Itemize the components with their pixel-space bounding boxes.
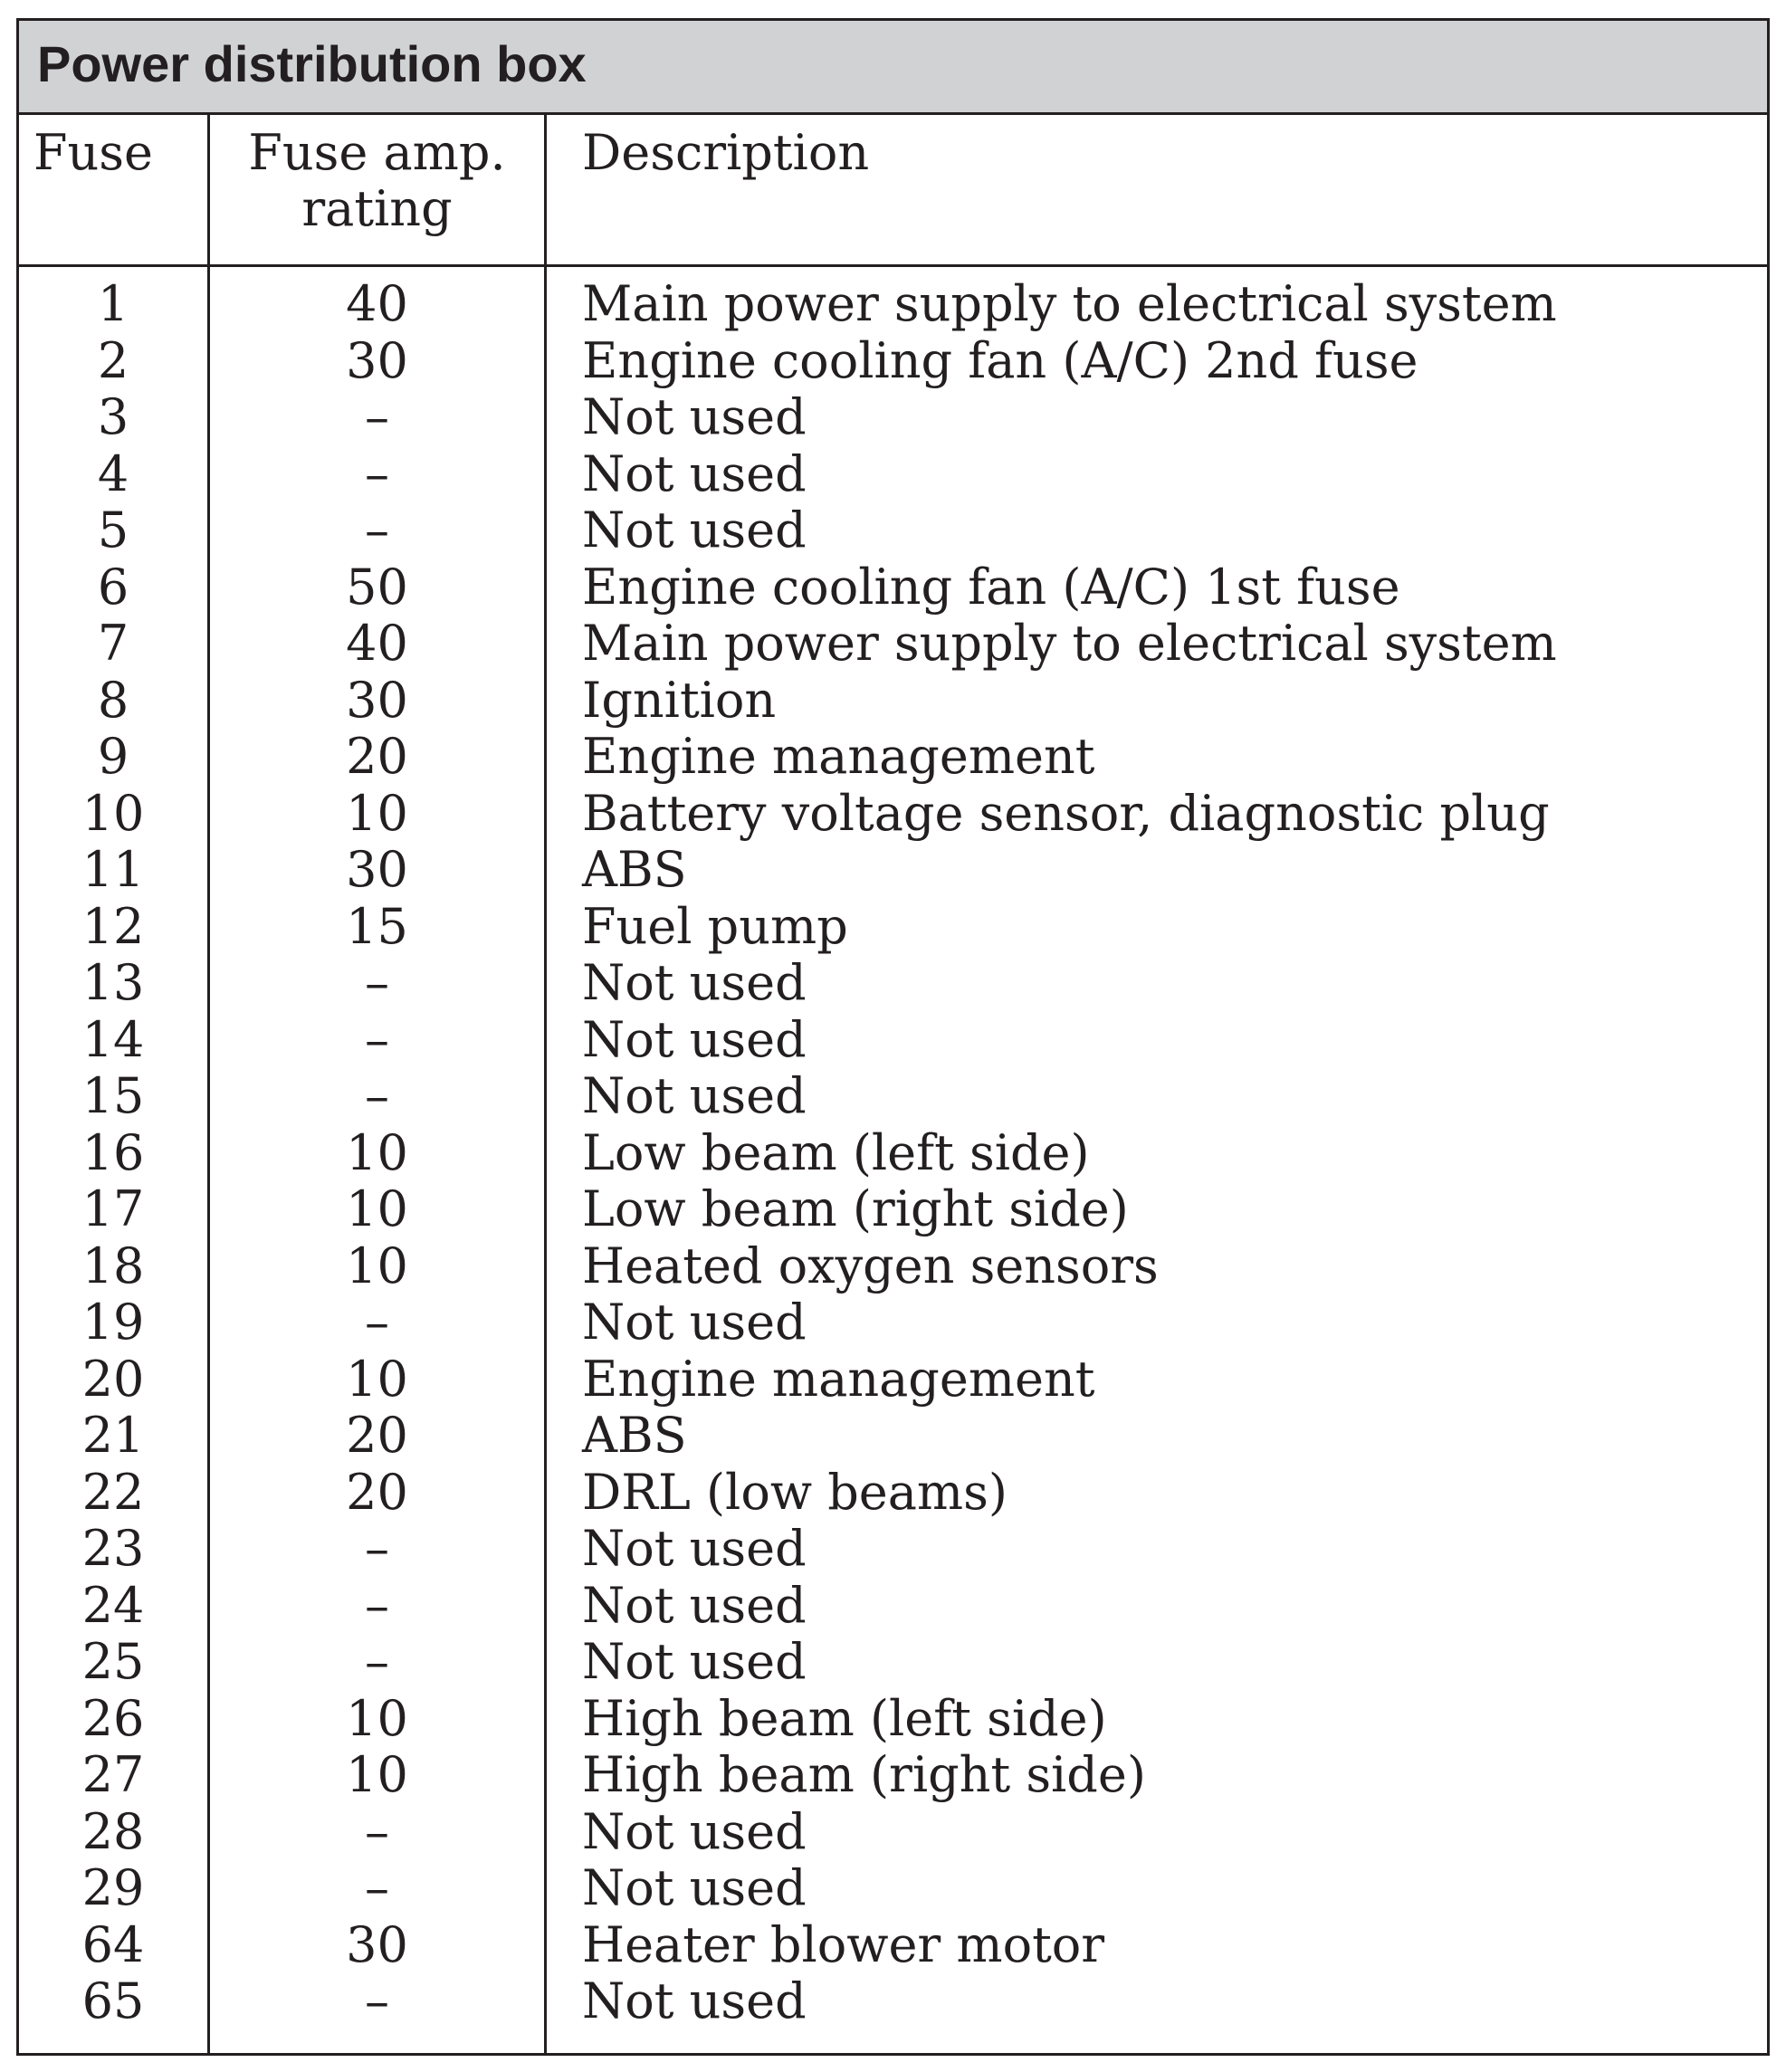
cell-fuse-number: 13 (81, 954, 145, 1011)
cell-description: DRL (low beams) (582, 1463, 1008, 1521)
table-body (19, 276, 1767, 2030)
table-row (19, 729, 1767, 786)
cell-fuse-number: 6 (97, 558, 129, 616)
table-row (19, 1747, 1767, 1804)
cell-amp-rating: 10 (346, 1180, 408, 1237)
cell-fuse-number: 24 (81, 1576, 145, 1634)
cell-description: Heated oxygen sensors (582, 1237, 1159, 1294)
cell-amp-rating: 10 (346, 1237, 408, 1294)
cell-fuse-number: 16 (81, 1123, 145, 1181)
cell-description: High beam (right side) (582, 1746, 1146, 1803)
table-row (19, 1181, 1767, 1238)
cell-description: ABS (582, 1407, 687, 1464)
cell-fuse-number: 23 (81, 1520, 145, 1577)
cell-fuse-number: 25 (81, 1633, 145, 1690)
cell-fuse-number: 20 (81, 1350, 145, 1408)
cell-amp-rating: – (365, 954, 389, 1011)
cell-fuse-number: 17 (81, 1180, 145, 1237)
table-row (19, 899, 1767, 956)
cell-description: Not used (582, 1294, 807, 1351)
cell-fuse-number: 27 (81, 1746, 145, 1803)
cell-amp-rating: – (365, 1633, 389, 1690)
cell-description: Not used (582, 501, 807, 559)
cell-amp-rating: 10 (346, 784, 408, 842)
cell-amp-rating: – (365, 1802, 389, 1860)
cell-description: Engine management (582, 728, 1095, 785)
cell-fuse-number: 29 (81, 1859, 145, 1916)
table-row (19, 1294, 1767, 1351)
table-row (19, 446, 1767, 503)
table-row (19, 1408, 1767, 1465)
cell-description: Engine management (582, 1350, 1095, 1408)
cell-amp-rating: 30 (346, 841, 408, 898)
cell-description: Not used (582, 1576, 807, 1634)
cell-fuse-number: 26 (81, 1689, 145, 1747)
cell-amp-rating: 10 (346, 1746, 408, 1803)
cell-fuse-number: 65 (81, 1972, 145, 2029)
cell-fuse-number: 7 (97, 615, 129, 672)
cell-fuse-number: 8 (97, 671, 129, 729)
table-row (19, 389, 1767, 446)
cell-amp-rating: 30 (346, 331, 408, 389)
cell-description: ABS (582, 841, 687, 898)
cell-amp-rating: 10 (346, 1350, 408, 1408)
cell-fuse-number: 22 (81, 1463, 145, 1521)
cell-fuse-number: 2 (97, 331, 129, 389)
cell-fuse-number: 9 (97, 728, 129, 785)
table-row (19, 1465, 1767, 1522)
cell-description: Engine cooling fan (A/C) 1st fuse (582, 558, 1400, 616)
cell-fuse-number: 3 (97, 388, 129, 445)
cell-description: Fuel pump (582, 897, 848, 955)
cell-description: Not used (582, 1802, 807, 1860)
cell-amp-rating: – (365, 1576, 389, 1634)
cell-amp-rating: – (365, 1859, 389, 1916)
header-amp-rating (210, 125, 544, 237)
cell-description: Not used (582, 1859, 807, 1916)
cell-amp-rating: 10 (346, 1689, 408, 1747)
cell-fuse-number: 64 (81, 1915, 145, 1973)
table-row (19, 1804, 1767, 1861)
table-title: Power distribution box (37, 35, 587, 92)
cell-fuse-number: 14 (81, 1010, 145, 1068)
cell-amp-rating: 30 (346, 671, 408, 729)
cell-fuse-number: 21 (81, 1407, 145, 1464)
table-row (19, 842, 1767, 899)
cell-amp-rating: – (365, 444, 389, 502)
cell-fuse-number: 10 (81, 784, 145, 842)
table-row (19, 673, 1767, 730)
cell-amp-rating: 20 (346, 1407, 408, 1464)
table-row (19, 1691, 1767, 1748)
table-row (19, 1351, 1767, 1408)
cell-description: High beam (left side) (582, 1689, 1107, 1747)
table-row (19, 1917, 1767, 1974)
cell-description: Not used (582, 388, 807, 445)
cell-description: Not used (582, 1520, 807, 1577)
cell-description: Not used (582, 1633, 807, 1690)
cell-description: Not used (582, 1010, 807, 1068)
cell-amp-rating: 40 (346, 615, 408, 672)
cell-description: Not used (582, 1067, 807, 1124)
table-row (19, 333, 1767, 390)
header-divider (19, 264, 1767, 267)
cell-amp-rating: 20 (346, 728, 408, 785)
cell-amp-rating: – (365, 1520, 389, 1577)
table-row (19, 955, 1767, 1012)
table-title-bar (19, 21, 1767, 115)
cell-amp-rating: – (365, 1067, 389, 1124)
cell-description: Low beam (right side) (582, 1180, 1129, 1237)
header-amp-rating-text: Fuse amp. rating (248, 124, 506, 237)
cell-amp-rating: – (365, 1010, 389, 1068)
header-fuse: Fuse (33, 124, 153, 181)
cell-description: Main power supply to electrical system (582, 615, 1557, 672)
table-row (19, 1578, 1767, 1635)
cell-description: Battery voltage sensor, diagnostic plug (582, 784, 1550, 842)
cell-amp-rating: – (365, 501, 389, 559)
header-description: Description (582, 124, 870, 181)
table-row (19, 786, 1767, 843)
cell-description: Not used (582, 954, 807, 1011)
table-row (19, 502, 1767, 559)
cell-description: Ignition (582, 671, 777, 729)
table-row (19, 276, 1767, 333)
cell-description: Engine cooling fan (A/C) 2nd fuse (582, 331, 1418, 389)
cell-description: Low beam (left side) (582, 1123, 1090, 1181)
table-row (19, 616, 1767, 673)
cell-fuse-number: 28 (81, 1802, 145, 1860)
cell-amp-rating: – (365, 1294, 389, 1351)
table-row (19, 1973, 1767, 2030)
cell-fuse-number: 18 (81, 1237, 145, 1294)
cell-fuse-number: 1 (97, 275, 129, 332)
cell-description: Not used (582, 444, 807, 502)
table-row (19, 1860, 1767, 1917)
cell-fuse-number: 5 (97, 501, 129, 559)
table-row (19, 1521, 1767, 1578)
table-row (19, 1634, 1767, 1691)
cell-amp-rating: – (365, 1972, 389, 2029)
cell-fuse-number: 19 (81, 1294, 145, 1351)
cell-fuse-number: 4 (97, 444, 129, 502)
table-row (19, 1012, 1767, 1069)
cell-description: Heater blower motor (582, 1915, 1105, 1973)
cell-description: Not used (582, 1972, 807, 2029)
cell-fuse-number: 11 (81, 841, 145, 898)
table-row (19, 1068, 1767, 1125)
cell-fuse-number: 15 (81, 1067, 145, 1124)
cell-amp-rating: 40 (346, 275, 408, 332)
table-row (19, 1238, 1767, 1295)
cell-description: Main power supply to electrical system (582, 275, 1557, 332)
cell-amp-rating: 15 (346, 897, 408, 955)
cell-amp-rating: 10 (346, 1123, 408, 1181)
cell-amp-rating: – (365, 388, 389, 445)
table-row (19, 559, 1767, 616)
table-row (19, 1125, 1767, 1182)
cell-fuse-number: 12 (81, 897, 145, 955)
cell-amp-rating: 30 (346, 1915, 408, 1973)
cell-amp-rating: 50 (346, 558, 408, 616)
fuse-table (16, 18, 1770, 2056)
cell-amp-rating: 20 (346, 1463, 408, 1521)
